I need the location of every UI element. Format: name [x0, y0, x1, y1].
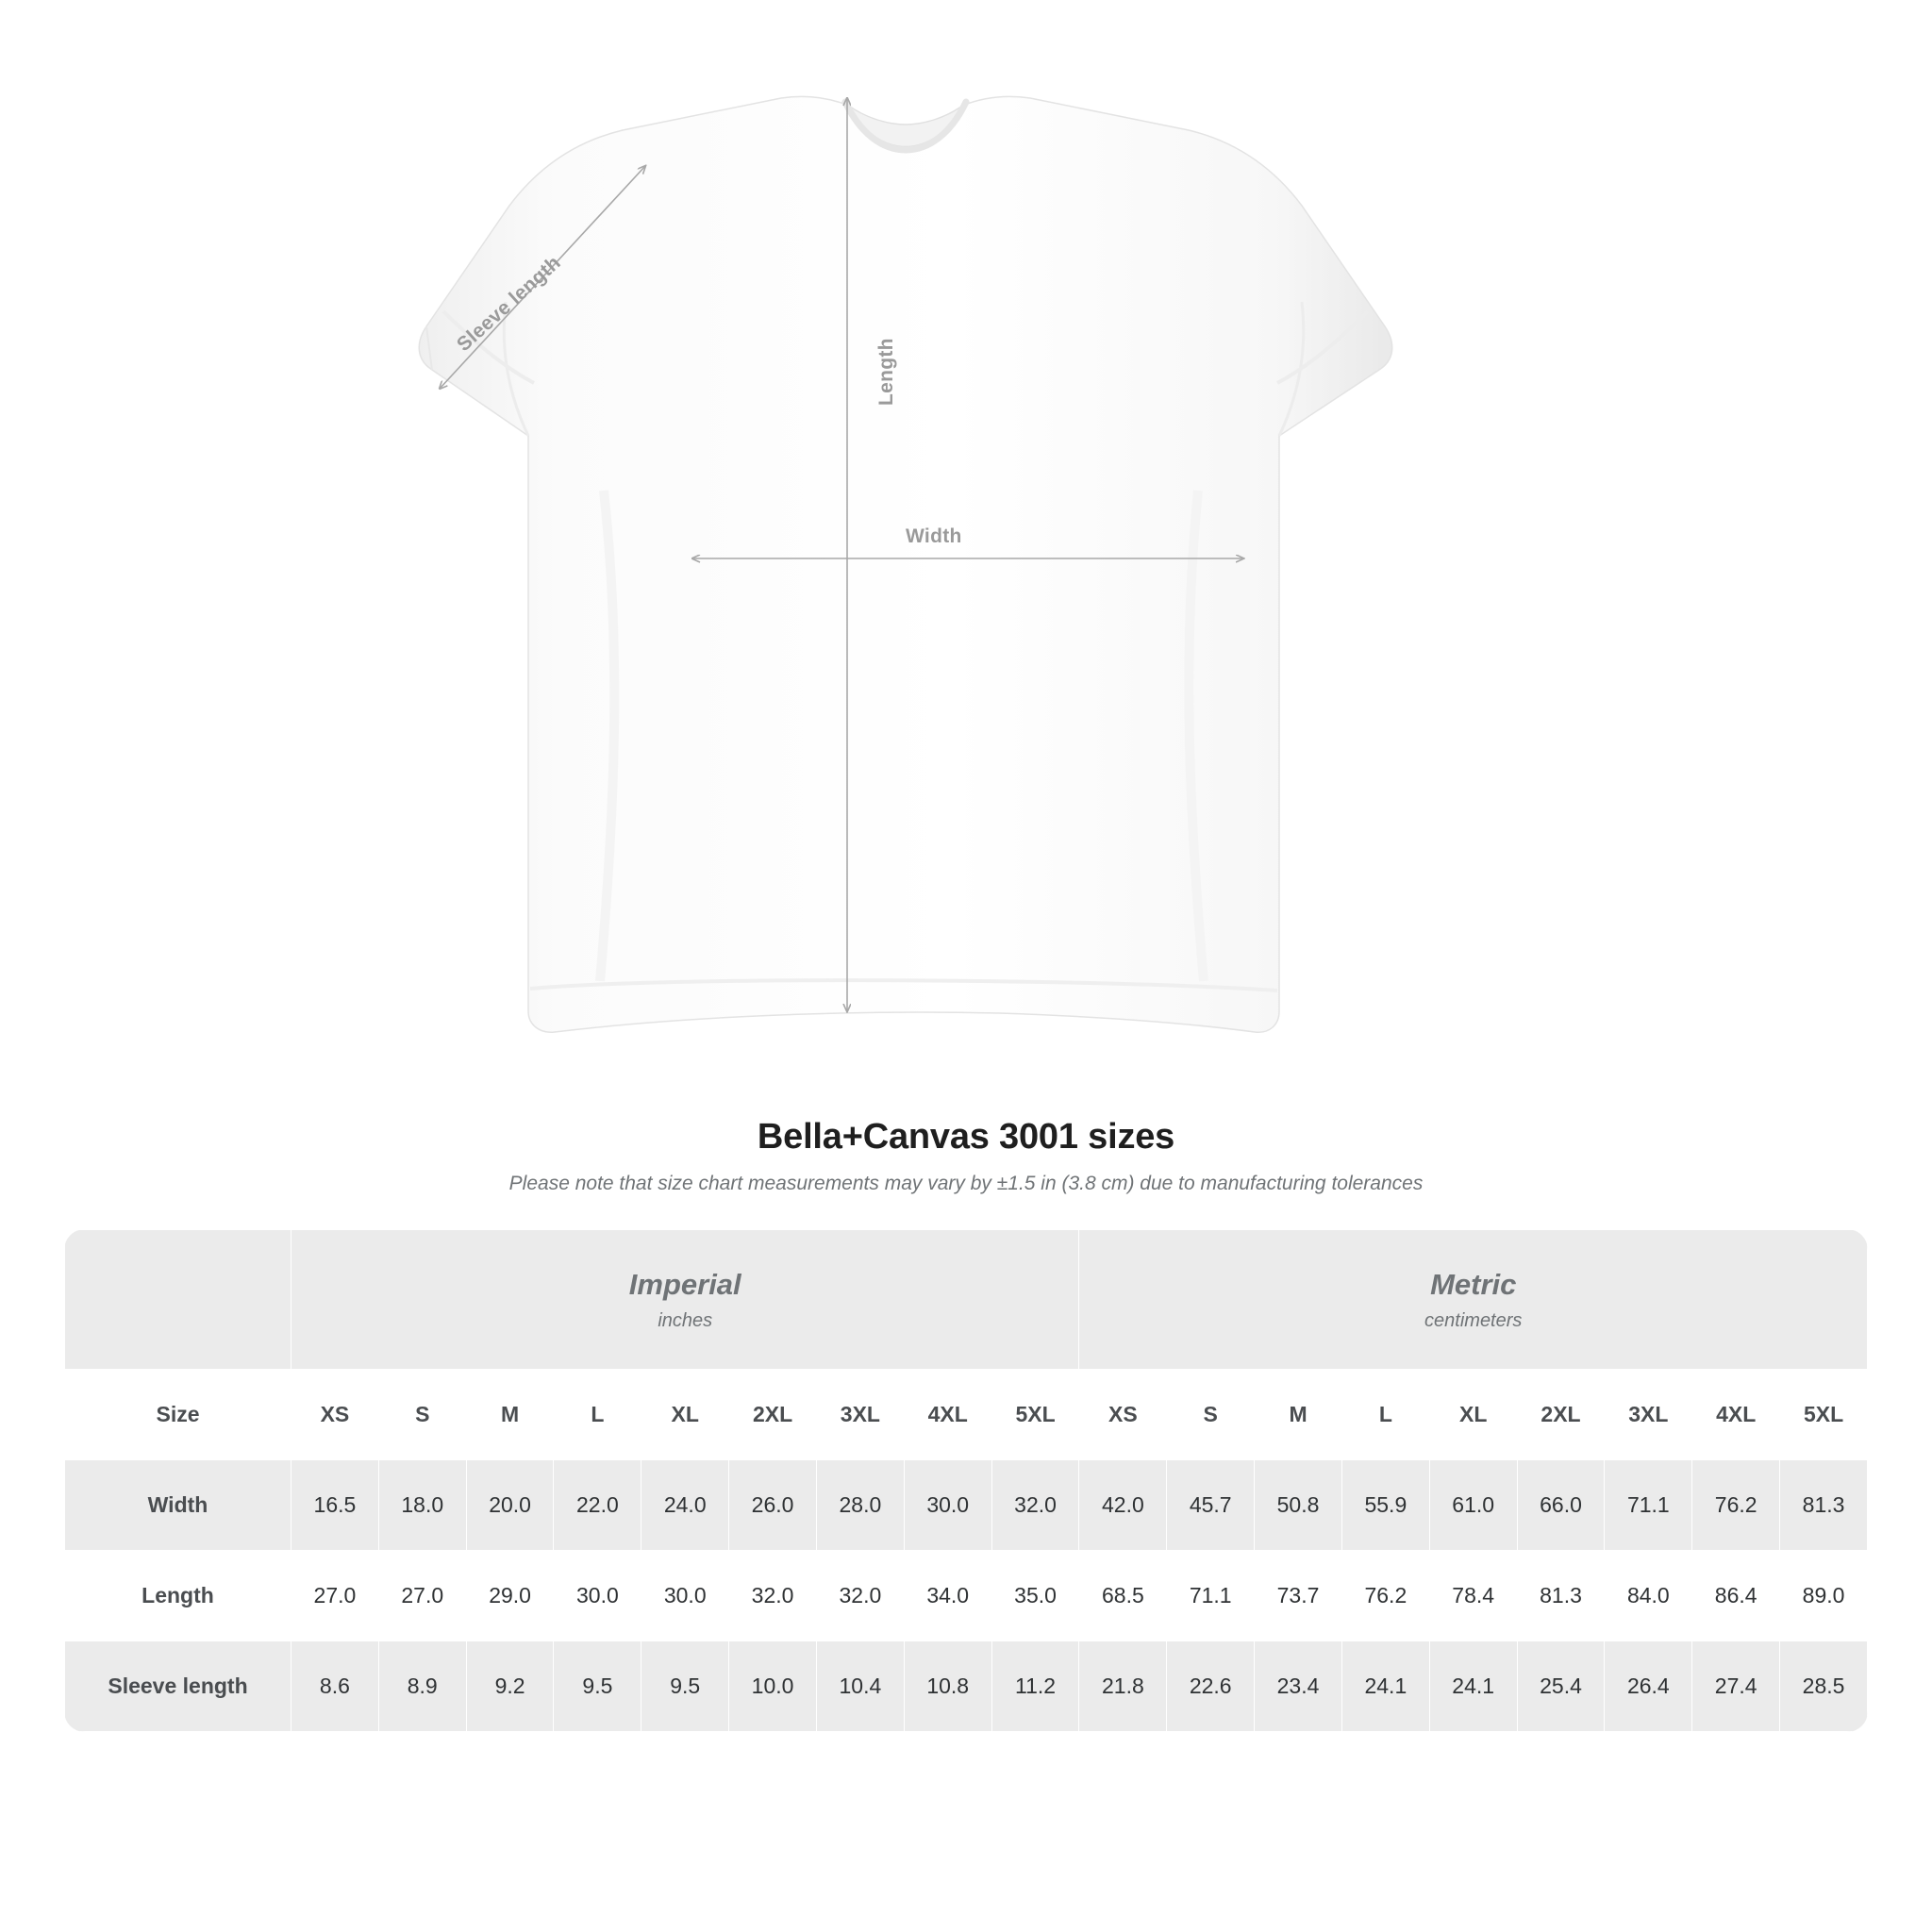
table-corner-cell	[65, 1230, 291, 1370]
cell-width-metric-5xl: 81.3	[1780, 1460, 1868, 1551]
unit-group-metric-name: Metric	[1430, 1267, 1517, 1301]
cell-sleeve-imperial-xl: 9.5	[641, 1641, 729, 1732]
size-header-imperial-s: S	[378, 1370, 466, 1460]
unit-group-imperial-name: Imperial	[628, 1267, 741, 1301]
cell-width-metric-xl: 61.0	[1429, 1460, 1517, 1551]
cell-length-imperial-5xl: 35.0	[991, 1551, 1079, 1641]
table-row	[65, 1551, 1868, 1641]
cell-length-imperial-xs: 27.0	[291, 1551, 379, 1641]
size-header-metric-s: S	[1167, 1370, 1255, 1460]
cell-sleeve-metric-xs: 21.8	[1079, 1641, 1167, 1732]
unit-group-metric-sub: centimeters	[1424, 1309, 1523, 1331]
cell-length-imperial-m: 29.0	[466, 1551, 554, 1641]
cell-sleeve-imperial-4xl: 10.8	[904, 1641, 991, 1732]
shirt-body-shape	[419, 96, 1391, 1032]
cell-width-imperial-3xl: 28.0	[816, 1460, 904, 1551]
size-header-imperial-5xl: 5XL	[991, 1370, 1079, 1460]
cell-width-imperial-s: 18.0	[378, 1460, 466, 1551]
tolerance-note: Please note that size chart measurements may vary by ±1.5 in (3.8 cm) due to manufacturing tolerances	[508, 1173, 1424, 1194]
cell-sleeve-metric-3xl: 26.4	[1605, 1641, 1692, 1732]
cell-width-imperial-2xl: 26.0	[729, 1460, 817, 1551]
cell-length-metric-4xl: 86.4	[1692, 1551, 1780, 1641]
size-header-metric-xl: XL	[1429, 1370, 1517, 1460]
size-header-metric-5xl: 5XL	[1780, 1370, 1868, 1460]
cell-sleeve-imperial-s: 8.9	[378, 1641, 466, 1732]
row-label-width: Width	[65, 1460, 291, 1551]
cell-width-metric-2xl: 66.0	[1517, 1460, 1605, 1551]
page-title: Bella+Canvas 3001 sizes	[757, 1117, 1175, 1157]
cell-width-metric-4xl: 76.2	[1692, 1460, 1780, 1551]
cell-sleeve-metric-xl: 24.1	[1429, 1641, 1517, 1732]
size-header-metric-l: L	[1341, 1370, 1429, 1460]
cell-sleeve-metric-m: 23.4	[1255, 1641, 1342, 1732]
unit-group-imperial-sub: inches	[658, 1309, 713, 1331]
unit-group-imperial	[291, 1230, 1079, 1370]
size-header-metric-4xl: 4XL	[1692, 1370, 1780, 1460]
cell-length-imperial-l: 30.0	[554, 1551, 641, 1641]
size-header-imperial-m: M	[466, 1370, 554, 1460]
cell-width-metric-m: 50.8	[1255, 1460, 1342, 1551]
size-header-label: Size	[65, 1370, 291, 1460]
width-dimension-label: Width	[906, 525, 962, 547]
cell-length-metric-xs: 68.5	[1079, 1551, 1167, 1641]
cell-width-imperial-l: 22.0	[554, 1460, 641, 1551]
cell-length-imperial-xl: 30.0	[641, 1551, 729, 1641]
size-header-metric-2xl: 2XL	[1517, 1370, 1605, 1460]
title-block	[0, 1117, 1932, 1195]
size-header-imperial-l: L	[554, 1370, 641, 1460]
cell-sleeve-metric-5xl: 28.5	[1780, 1641, 1868, 1732]
cell-width-imperial-xs: 16.5	[291, 1460, 379, 1551]
cell-sleeve-imperial-l: 9.5	[554, 1641, 641, 1732]
cell-length-metric-l: 76.2	[1341, 1551, 1429, 1641]
cell-length-metric-2xl: 81.3	[1517, 1551, 1605, 1641]
cell-sleeve-metric-l: 24.1	[1341, 1641, 1429, 1732]
table-row	[65, 1460, 1868, 1551]
cell-length-metric-m: 73.7	[1255, 1551, 1342, 1641]
cell-width-imperial-4xl: 30.0	[904, 1460, 991, 1551]
size-header-metric-3xl: 3XL	[1605, 1370, 1692, 1460]
size-header-imperial-xs: XS	[291, 1370, 379, 1460]
size-chart-table	[64, 1229, 1868, 1732]
cell-length-imperial-s: 27.0	[378, 1551, 466, 1641]
cell-sleeve-imperial-3xl: 10.4	[816, 1641, 904, 1732]
size-header-imperial-2xl: 2XL	[729, 1370, 817, 1460]
size-header-metric-xs: XS	[1079, 1370, 1167, 1460]
cell-width-imperial-m: 20.0	[466, 1460, 554, 1551]
cell-width-metric-3xl: 71.1	[1605, 1460, 1692, 1551]
cell-length-metric-5xl: 89.0	[1780, 1551, 1868, 1641]
cell-length-imperial-2xl: 32.0	[729, 1551, 817, 1641]
row-label-length: Length	[65, 1551, 291, 1641]
size-header-metric-m: M	[1255, 1370, 1342, 1460]
cell-sleeve-metric-4xl: 27.4	[1692, 1641, 1780, 1732]
cell-sleeve-metric-2xl: 25.4	[1517, 1641, 1605, 1732]
cell-width-imperial-5xl: 32.0	[991, 1460, 1079, 1551]
cell-length-metric-s: 71.1	[1167, 1551, 1255, 1641]
sleeve-length-dimension-label: Sleeve length	[453, 251, 565, 357]
size-header-imperial-4xl: 4XL	[904, 1370, 991, 1460]
size-header-imperial-xl: XL	[641, 1370, 729, 1460]
cell-sleeve-metric-s: 22.6	[1167, 1641, 1255, 1732]
cell-sleeve-imperial-m: 9.2	[466, 1641, 554, 1732]
unit-group-metric	[1079, 1230, 1868, 1370]
cell-sleeve-imperial-2xl: 10.0	[729, 1641, 817, 1732]
cell-sleeve-imperial-xs: 8.6	[291, 1641, 379, 1732]
cell-sleeve-imperial-5xl: 11.2	[991, 1641, 1079, 1732]
unit-group-row	[65, 1230, 1868, 1370]
cell-length-imperial-3xl: 32.0	[816, 1551, 904, 1641]
cell-length-metric-3xl: 84.0	[1605, 1551, 1692, 1641]
cell-width-metric-l: 55.9	[1341, 1460, 1429, 1551]
size-chart-table-wrapper	[64, 1229, 1868, 1732]
cell-width-imperial-xl: 24.0	[641, 1460, 729, 1551]
size-header-row	[65, 1370, 1868, 1460]
cell-length-metric-xl: 78.4	[1429, 1551, 1517, 1641]
cell-length-imperial-4xl: 34.0	[904, 1551, 991, 1641]
size-header-imperial-3xl: 3XL	[816, 1370, 904, 1460]
cell-width-metric-s: 45.7	[1167, 1460, 1255, 1551]
table-row	[65, 1641, 1868, 1732]
length-dimension-label: Length	[875, 338, 897, 406]
row-label-sleeve-length: Sleeve length	[65, 1641, 291, 1732]
cell-width-metric-xs: 42.0	[1079, 1460, 1167, 1551]
